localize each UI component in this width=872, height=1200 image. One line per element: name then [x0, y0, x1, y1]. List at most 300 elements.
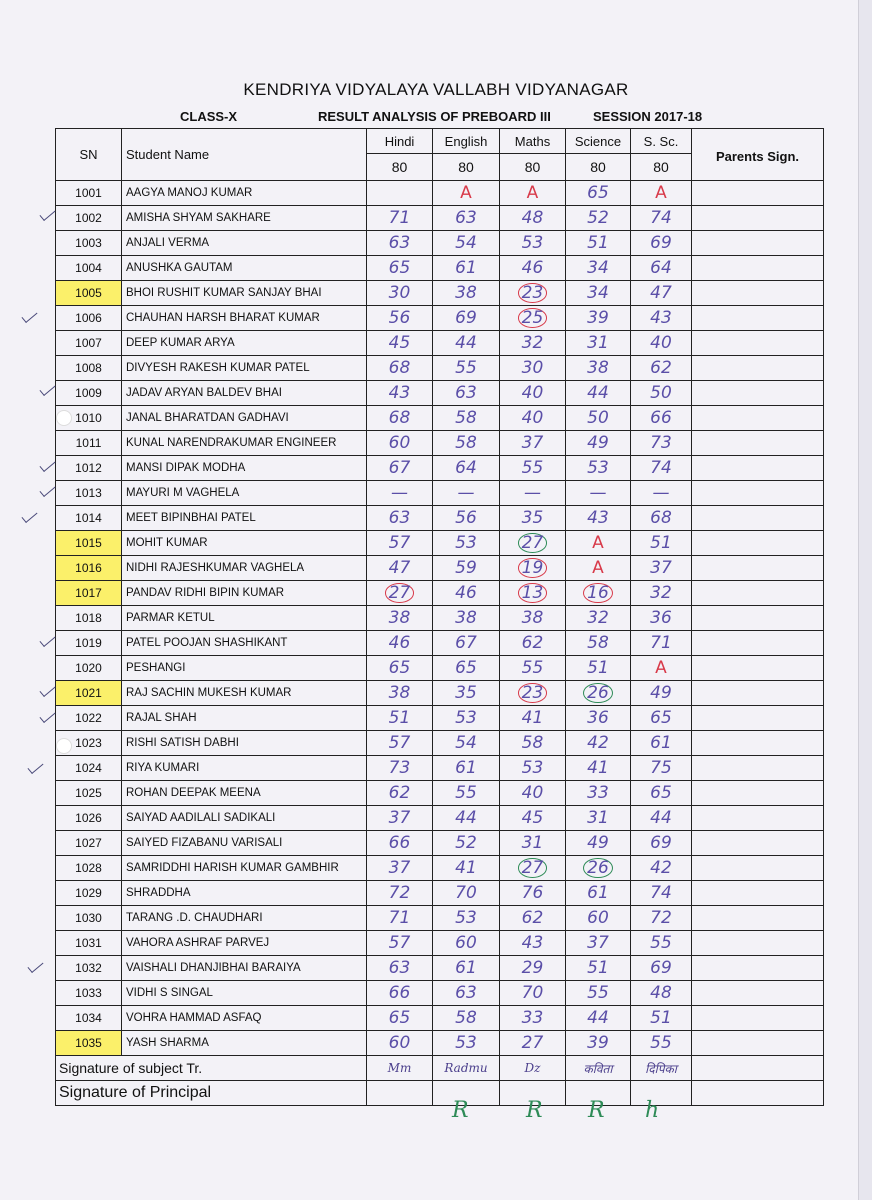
serial-number: 1007 [56, 331, 122, 356]
mark-cell [500, 381, 566, 406]
mark-cell [566, 706, 631, 731]
mark-cell [566, 931, 631, 956]
mark-value: 49 [650, 683, 672, 703]
mark-value: — [524, 483, 541, 503]
mark-cell [566, 831, 631, 856]
mark-cell [433, 306, 500, 331]
serial-number: 1013 [56, 481, 122, 506]
mark-cell [367, 731, 433, 756]
mark-cell [631, 506, 692, 531]
mark-value: A [592, 558, 604, 578]
serial-number: 1032 [56, 956, 122, 981]
table-row [56, 381, 824, 406]
student-name-header: Student Name [122, 129, 367, 181]
mark-value: 74 [650, 208, 672, 228]
mark-cell [433, 656, 500, 681]
mark-value: 16 [583, 583, 613, 603]
mark-cell [367, 531, 433, 556]
mark-value: 55 [521, 658, 544, 678]
table-row [56, 481, 824, 506]
mark-cell [500, 331, 566, 356]
mark-value: 63 [455, 983, 477, 1003]
table-row [56, 281, 824, 306]
student-name: DIVYESH RAKESH KUMAR PATEL [122, 356, 367, 381]
principal-signature-label: Signature of Principal [56, 1081, 367, 1106]
mark-value: — [652, 483, 670, 503]
table-row [56, 631, 824, 656]
mark-cell [631, 531, 692, 556]
table-row [56, 856, 824, 881]
parents-sign-cell [692, 581, 824, 606]
mark-cell [631, 1006, 692, 1031]
table-row [56, 706, 824, 731]
student-name: MAYURI M VAGHELA [122, 481, 367, 506]
serial-number: 1014 [56, 506, 122, 531]
mark-value: 45 [521, 808, 544, 828]
mark-value: 53 [455, 533, 477, 553]
mark-value: 69 [455, 308, 477, 328]
mark-value: 37 [521, 433, 544, 453]
student-name: RAJ SACHIN MUKESH KUMAR [122, 681, 367, 706]
mark-cell [367, 681, 433, 706]
mark-value: 27 [385, 583, 415, 603]
mark-value: 65 [650, 783, 672, 803]
student-name: SAMRIDDHI HARISH KUMAR GAMBHIR [122, 856, 367, 881]
mark-value: 61 [455, 758, 477, 778]
mark-cell [367, 456, 433, 481]
mark-cell [367, 581, 433, 606]
mark-cell [631, 231, 692, 256]
mark-cell [566, 881, 631, 906]
mark-value: 27 [518, 858, 548, 878]
mark-cell [631, 981, 692, 1006]
mark-cell [500, 456, 566, 481]
serial-number: 1012 [56, 456, 122, 481]
mark-cell [631, 256, 692, 281]
mark-value: 40 [650, 333, 672, 353]
mark-value: A [655, 183, 667, 203]
parents-sign-cell [692, 206, 824, 231]
table-row [56, 956, 824, 981]
mark-value: 36 [587, 708, 609, 728]
mark-value: 51 [587, 233, 609, 253]
mark-value: 33 [587, 783, 609, 803]
mark-cell [631, 581, 692, 606]
mark-value: 26 [583, 683, 613, 703]
mark-cell [367, 1031, 433, 1056]
table-row [56, 181, 824, 206]
principal-sign-cell [692, 1081, 824, 1106]
mark-cell [566, 481, 631, 506]
mark-cell [367, 406, 433, 431]
table-row [56, 731, 824, 756]
parents-sign-cell [692, 981, 824, 1006]
mark-cell [631, 706, 692, 731]
mark-cell [500, 556, 566, 581]
mark-value: 73 [388, 758, 411, 778]
student-name: YASH SHARMA [122, 1031, 367, 1056]
mark-value: A [526, 183, 539, 203]
student-name: PANDAV RIDHI BIPIN KUMAR [122, 581, 367, 606]
table-row [56, 306, 824, 331]
table-row [56, 906, 824, 931]
check-mark [40, 385, 56, 395]
mark-cell [631, 631, 692, 656]
mark-value: 74 [650, 458, 672, 478]
mark-cell [566, 781, 631, 806]
subject-header: Hindi [367, 129, 433, 154]
mark-value: 43 [587, 508, 609, 528]
mark-value: 75 [650, 758, 672, 778]
session-label: SESSION 2017-18 [593, 109, 703, 124]
mark-value: 38 [388, 608, 411, 628]
mark-cell [433, 831, 500, 856]
mark-value: 32 [587, 608, 609, 628]
mark-value: 66 [650, 408, 672, 428]
max-marks: 80 [631, 154, 692, 181]
mark-cell [433, 906, 500, 931]
parents-sign-cell [692, 231, 824, 256]
mark-cell [433, 631, 500, 656]
mark-cell [500, 1006, 566, 1031]
mark-value: 69 [650, 233, 672, 253]
serial-number: 1003 [56, 231, 122, 256]
serial-number: 1002 [56, 206, 122, 231]
mark-cell [367, 931, 433, 956]
punch-hole [56, 738, 72, 754]
mark-value: 41 [587, 758, 609, 778]
mark-cell [500, 906, 566, 931]
mark-value: 50 [587, 408, 609, 428]
serial-number: 1011 [56, 431, 122, 456]
parents-sign-cell [692, 481, 824, 506]
parents-sign-cell [692, 906, 824, 931]
parents-sign-cell [692, 331, 824, 356]
mark-value: 29 [521, 958, 544, 978]
parents-sign-cell [692, 1031, 824, 1056]
principal-sign-cell [631, 1081, 692, 1106]
student-name: KUNAL NARENDRAKUMAR ENGINEER [122, 431, 367, 456]
parents-sign-cell [692, 531, 824, 556]
mark-cell [631, 831, 692, 856]
mark-value: 72 [650, 908, 672, 928]
mark-cell [500, 231, 566, 256]
mark-value: 58 [587, 633, 609, 653]
mark-value: 58 [455, 1008, 477, 1028]
mark-value: 44 [587, 383, 609, 403]
table-row [56, 756, 824, 781]
teacher-signature: दिपिका [631, 1056, 692, 1081]
mark-value: 27 [518, 533, 548, 553]
mark-value: 56 [455, 508, 477, 528]
mark-value: 32 [650, 583, 672, 603]
max-marks: 80 [433, 154, 500, 181]
mark-value: 45 [388, 333, 411, 353]
table-row [56, 1031, 824, 1056]
mark-cell [566, 906, 631, 931]
student-name: MOHIT KUMAR [122, 531, 367, 556]
mark-value: 36 [650, 608, 672, 628]
mark-cell [566, 456, 631, 481]
mark-value: 57 [388, 733, 411, 753]
table-row [56, 656, 824, 681]
table-row [56, 331, 824, 356]
parents-sign-cell [692, 306, 824, 331]
table-row [56, 681, 824, 706]
serial-number: 1028 [56, 856, 122, 881]
mark-cell [500, 1031, 566, 1056]
mark-cell [631, 556, 692, 581]
mark-value: 55 [650, 933, 672, 953]
mark-cell [500, 506, 566, 531]
mark-value: 65 [388, 658, 411, 678]
punch-hole [56, 410, 72, 426]
serial-number: 1005 [56, 281, 122, 306]
mark-cell [631, 806, 692, 831]
serial-number: 1016 [56, 556, 122, 581]
mark-cell [566, 1031, 631, 1056]
mark-cell [500, 256, 566, 281]
mark-value: 55 [650, 1033, 672, 1053]
student-name: MEET BIPINBHAI PATEL [122, 506, 367, 531]
mark-value: 55 [455, 783, 477, 803]
mark-cell [367, 631, 433, 656]
mark-cell [367, 331, 433, 356]
mark-cell [500, 756, 566, 781]
mark-value: 53 [455, 908, 477, 928]
table-row [56, 806, 824, 831]
principal-initial: h [645, 1098, 660, 1123]
mark-value: 63 [455, 383, 477, 403]
serial-number: 1024 [56, 756, 122, 781]
parents-sign-cell [692, 681, 824, 706]
table-row [56, 531, 824, 556]
student-name: VOHRA HAMMAD ASFAQ [122, 1006, 367, 1031]
mark-value: 51 [650, 533, 672, 553]
mark-value: 53 [455, 1033, 477, 1053]
mark-cell [500, 631, 566, 656]
mark-cell [500, 706, 566, 731]
table-row [56, 356, 824, 381]
class-label: CLASS-X [180, 109, 238, 124]
parents-sign-cell [692, 756, 824, 781]
mark-cell [500, 206, 566, 231]
mark-value: 66 [388, 983, 411, 1003]
mark-cell [367, 831, 433, 856]
parents-sign-cell [692, 881, 824, 906]
mark-value: 33 [521, 1008, 544, 1028]
parents-sign-cell [692, 431, 824, 456]
mark-value: 41 [521, 708, 544, 728]
student-name: ROHAN DEEPAK MEENA [122, 781, 367, 806]
student-name: VIDHI S SINGAL [122, 981, 367, 1006]
mark-cell [433, 981, 500, 1006]
mark-cell [433, 531, 500, 556]
serial-number: 1035 [56, 1031, 122, 1056]
mark-cell [367, 606, 433, 631]
mark-value: 53 [455, 708, 477, 728]
result-table [55, 128, 824, 1106]
parents-sign-cell [692, 406, 824, 431]
mark-value: 13 [518, 583, 548, 603]
student-name: VAHORA ASHRAF PARVEJ [122, 931, 367, 956]
mark-value: 26 [583, 858, 613, 878]
student-name: RISHI SATISH DABHI [122, 731, 367, 756]
mark-value: 64 [455, 458, 477, 478]
mark-cell [631, 306, 692, 331]
mark-value: A [592, 533, 604, 553]
mark-value: 63 [388, 233, 411, 253]
check-mark [40, 461, 56, 471]
mark-cell [367, 856, 433, 881]
mark-value: 53 [521, 233, 544, 253]
mark-value: 30 [521, 358, 544, 378]
mark-value: 61 [587, 883, 609, 903]
mark-value: 52 [455, 833, 477, 853]
mark-cell [500, 831, 566, 856]
serial-number: 1018 [56, 606, 122, 631]
mark-value: 51 [388, 708, 411, 728]
mark-cell [367, 781, 433, 806]
subject-teacher-signature-label: Signature of subject Tr. [56, 1056, 367, 1081]
mark-cell [631, 781, 692, 806]
mark-value: 49 [587, 833, 609, 853]
mark-cell [500, 181, 566, 206]
mark-value: 40 [521, 783, 544, 803]
mark-cell [566, 956, 631, 981]
mark-value: 68 [650, 508, 672, 528]
parents-sign-cell [692, 831, 824, 856]
serial-number: 1021 [56, 681, 122, 706]
mark-value: 58 [521, 733, 544, 753]
mark-cell [566, 606, 631, 631]
check-mark [28, 763, 44, 773]
mark-value: 76 [521, 883, 544, 903]
teacher-signature: Radmu [433, 1056, 500, 1081]
mark-cell [566, 431, 631, 456]
principal-sign-cell [367, 1081, 433, 1106]
student-name: PARMAR KETUL [122, 606, 367, 631]
mark-value: 46 [455, 583, 477, 603]
teacher-signature: कविता [566, 1056, 631, 1081]
mark-cell [500, 956, 566, 981]
mark-cell [433, 281, 500, 306]
check-mark [40, 486, 56, 496]
mark-cell [566, 556, 631, 581]
mark-cell [631, 481, 692, 506]
mark-cell [433, 706, 500, 731]
parents-sign-cell [692, 856, 824, 881]
serial-number: 1017 [56, 581, 122, 606]
mark-value: 52 [587, 208, 609, 228]
student-name: ANUSHKA GAUTAM [122, 256, 367, 281]
mark-cell [500, 281, 566, 306]
mark-cell [367, 881, 433, 906]
mark-value: 44 [650, 808, 672, 828]
mark-cell [631, 681, 692, 706]
student-name: VAISHALI DHANJIBHAI BARAIYA [122, 956, 367, 981]
parents-sign-cell [692, 506, 824, 531]
mark-cell [433, 356, 500, 381]
mark-value: 37 [388, 858, 411, 878]
table-row [56, 831, 824, 856]
serial-number: 1033 [56, 981, 122, 1006]
mark-value: 27 [521, 1033, 544, 1053]
serial-number: 1031 [56, 931, 122, 956]
table-row [56, 881, 824, 906]
mark-value: 73 [650, 433, 672, 453]
parents-sign-cell [692, 256, 824, 281]
mark-value: 71 [650, 633, 672, 653]
mark-cell [631, 356, 692, 381]
serial-number: 1004 [56, 256, 122, 281]
mark-cell [631, 856, 692, 881]
mark-cell [500, 481, 566, 506]
mark-value: 44 [587, 1008, 609, 1028]
parents-sign-cell [692, 956, 824, 981]
student-name: BHOI RUSHIT KUMAR SANJAY BHAI [122, 281, 367, 306]
mark-cell [566, 531, 631, 556]
mark-value: 55 [455, 358, 477, 378]
mark-cell [631, 881, 692, 906]
student-name: SAIYAD AADILALI SADIKALI [122, 806, 367, 831]
max-marks: 80 [500, 154, 566, 181]
student-name: SAIYED FIZABANU VARISALI [122, 831, 367, 856]
mark-cell [433, 606, 500, 631]
mark-cell [631, 206, 692, 231]
mark-cell [500, 356, 566, 381]
mark-value: — [391, 483, 408, 503]
mark-value: 31 [587, 808, 609, 828]
mark-value: 57 [388, 933, 411, 953]
mark-cell [631, 956, 692, 981]
mark-cell [566, 506, 631, 531]
mark-value: 63 [455, 208, 477, 228]
teacher-signature: Mm [367, 1056, 433, 1081]
table-row [56, 606, 824, 631]
student-name: DEEP KUMAR ARYA [122, 331, 367, 356]
mark-cell [367, 706, 433, 731]
mark-cell [433, 231, 500, 256]
mark-value: 62 [650, 358, 672, 378]
mark-cell [631, 406, 692, 431]
mark-cell [500, 306, 566, 331]
mark-value: 38 [587, 358, 609, 378]
mark-value: 62 [521, 633, 544, 653]
parents-sign-cell [692, 456, 824, 481]
mark-cell [566, 756, 631, 781]
mark-value: A [460, 183, 472, 203]
table-row [56, 981, 824, 1006]
mark-value: 47 [650, 283, 672, 303]
mark-cell [367, 656, 433, 681]
student-name: RAJAL SHAH [122, 706, 367, 731]
mark-value: 42 [650, 858, 672, 878]
student-name: NIDHI RAJESHKUMAR VAGHELA [122, 556, 367, 581]
mark-cell [433, 331, 500, 356]
parents-sign-cell [692, 381, 824, 406]
mark-value: 25 [518, 308, 548, 328]
parents-sign-cell [692, 706, 824, 731]
student-name: SHRADDHA [122, 881, 367, 906]
mark-cell [367, 206, 433, 231]
mark-value: 65 [388, 258, 411, 278]
table-row [56, 1006, 824, 1031]
mark-cell [566, 806, 631, 831]
check-mark [40, 712, 56, 722]
mark-cell [631, 731, 692, 756]
mark-value: 70 [521, 983, 544, 1003]
